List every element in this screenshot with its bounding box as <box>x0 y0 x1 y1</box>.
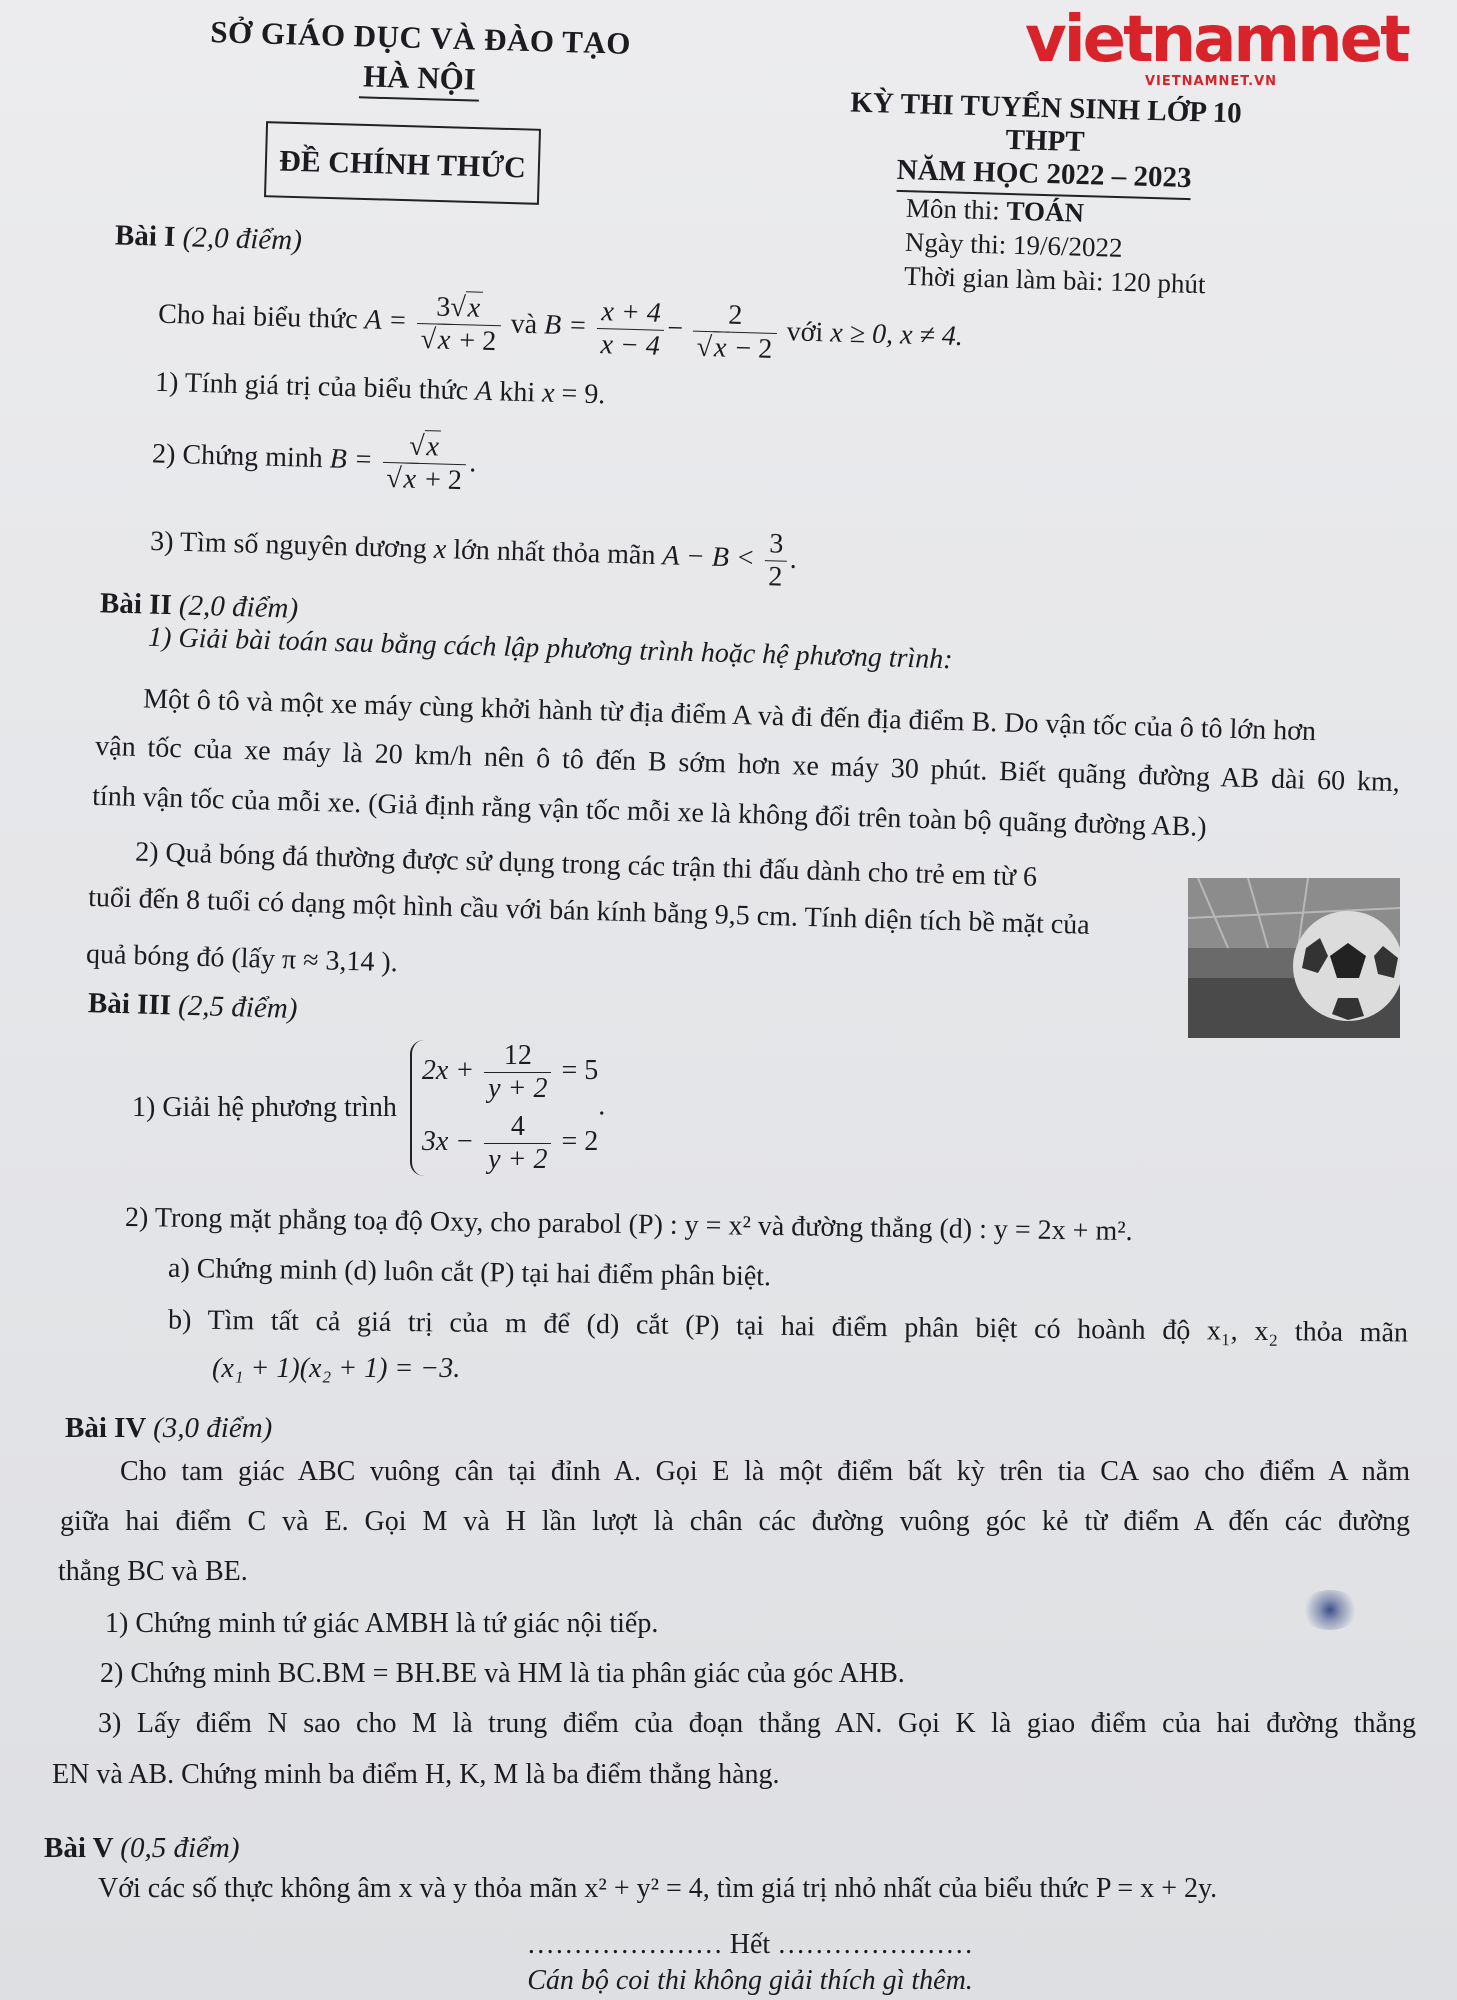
bai2-q2-line3: quả bóng đó (lấy π ≈ 3,14 ). <box>85 938 399 979</box>
bai1-domain: x ≥ 0, x ≠ 4. <box>829 317 964 353</box>
bai3-q2: 2) Trong mặt phẳng toạ độ Oxy, cho parabol (P) : y = x² và đường thẳng (d) : y = 2x + m². <box>124 1201 1133 1248</box>
bai2-q1-line2: vận tốc của xe máy là 20 km/h nên ô tô đến B sớm hơn xe máy 30 phút. Biết quãng đường AB dài 60 km, <box>94 730 1401 799</box>
bai4-line2: giữa hai điểm C và E. Gọi M và H lần lượt là chân các đường vuông góc kẻ từ điểm A đến các đường <box>60 1506 1410 1537</box>
header-right <box>809 85 1282 202</box>
bai2-q1-line1: Một ô tô và một xe máy cùng khởi hành từ địa điểm A và đi đến địa điểm B. Do vận tốc của ô tô lớn hơn <box>142 683 1317 748</box>
expr-b: B = <box>543 309 588 342</box>
frac-b1: $\frac{x + 4}{x - 4}$ <box>596 296 665 363</box>
exam-info <box>904 191 1208 301</box>
bai1-q2: 2) Chứng minh B = $\frac{√x}{√x + 2}$ . <box>151 430 477 497</box>
bai1-with: với <box>786 316 824 349</box>
vietnamnet-logo <box>1025 3 1408 89</box>
bai2-points: (2,0 điểm) <box>178 589 299 625</box>
equation-1: 2x + $\frac{12}{y + 2}$ = 5 <box>421 1040 599 1104</box>
subject: TOÁN <box>1006 195 1085 228</box>
frac-b-result: $\frac{√x}{√x + 2}$ <box>382 430 467 497</box>
subject-label: Môn thi: <box>905 192 1007 226</box>
bai3-q1: 1) Giải hệ phương trình 2x + $\frac{12}{y + 2}$ = 5 3x − $\frac{4}{y + 2}$ = 2 . <box>132 1040 606 1175</box>
bai1-intro-text: Cho hai biểu thức <box>157 298 359 336</box>
bai2-label: Bài II <box>99 587 173 622</box>
bai1-q1-text: 1) Tính giá trị của biểu thức <box>154 366 469 407</box>
equation-system <box>410 1040 598 1176</box>
city-name: HÀ NỘI <box>358 58 480 101</box>
frac-three-halves: $\frac{3}{2}$ <box>764 528 788 594</box>
bai1-q1: 1) Tính giá trị của biểu thức A khi x = 9. <box>154 366 606 411</box>
end-marker: ………………… Hết ………………… <box>526 1929 974 1960</box>
bai5-points: (0,5 điểm) <box>120 1832 240 1864</box>
logo-subtext: VIETNAMNET.VN <box>1145 74 1278 89</box>
bai4-q1: 1) Chứng minh tứ giác AMBH là tứ giác nội tiếp. <box>105 1608 659 1639</box>
bai3-q2b: b) Tìm tất cả giá trị của m để (d) cắt (P) tại hai điểm phân biệt có hoành độ x₁, x₂ thỏa mãn <box>167 1304 1409 1349</box>
bai1-q2-text: 2) Chứng minh <box>151 438 324 475</box>
bai1-q3-tail: lớn nhất thỏa mãn <box>452 534 656 571</box>
school-year: NĂM HỌC 2022 – 2023 <box>896 154 1192 200</box>
bai4-points: (3,0 điểm) <box>153 1412 273 1444</box>
bai4-q3-line2: EN và AB. Chứng minh ba điểm H, K, M là ba điểm thẳng hàng. <box>52 1759 780 1790</box>
bai2-q2-line2: tuổi đến 8 tuổi có dạng một hình cầu với bán kính bằng 9,5 cm. Tính diện tích bề mặt của <box>87 881 1091 941</box>
bai3-label: Bài III <box>87 987 172 1022</box>
logo-text: vietnamnet <box>1025 3 1408 77</box>
bai1-q3-text: 3) Tìm số nguyên dương <box>149 525 428 565</box>
header-left <box>199 14 641 106</box>
bai4-title <box>65 1412 272 1445</box>
bai4-line1: Cho tam giác ABC vuông cân tại đỉnh A. Gọi E là một điểm bất kỳ trên tia CA sao cho điểm A nằm <box>120 1456 1410 1487</box>
bai3-points: (2,5 điểm) <box>177 989 298 1025</box>
equation-2: 3x − $\frac{4}{y + 2}$ = 2 <box>421 1111 599 1175</box>
bai5-label: Bài V <box>44 1832 114 1864</box>
bai1-q3: 3) Tìm số nguyên dương x lớn nhất thỏa mãn A − B < $\frac{3}{2}$ . <box>149 525 798 593</box>
football-image <box>1188 878 1400 1038</box>
bai1-label: Bài I <box>114 219 176 254</box>
official-stamp: ĐỀ CHÍNH THỨC <box>264 121 541 205</box>
bai3-q1-text: 1) Giải hệ phương trình <box>132 1092 397 1123</box>
bai4-line3: thẳng BC và BE. <box>58 1556 248 1587</box>
bai3-q2a: a) Chứng minh (d) luôn cắt (P) tại hai điểm phân biệt. <box>167 1252 772 1293</box>
footer-note: Cán bộ coi thi không giải thích gì thêm. <box>527 1965 973 1996</box>
frac-a: $\frac{3√x}{√x + 2}$ <box>416 291 501 358</box>
exam-duration: Thời gian làm bài: 120 phút <box>903 260 1206 300</box>
bai1-and: và <box>510 308 538 341</box>
bai2-q1-heading: 1) Giải bài toán sau bằng cách lập phương trình hoặc hệ phương trình: <box>147 621 954 676</box>
bai4-q3-line1: 3) Lấy điểm N sao cho M là trung điểm của đoạn thẳng AN. Gọi K là giao điểm của hai đường thẳng <box>98 1708 1416 1739</box>
bai2-title <box>100 587 299 626</box>
bai5-title <box>44 1832 239 1865</box>
bai4-q2: 2) Chứng minh BC.BM = BH.BE và HM là tia phân giác của góc AHB. <box>100 1658 905 1689</box>
bai5-line: Với các số thực không âm x và y thỏa mãn x² + y² = 4, tìm giá trị nhỏ nhất của biểu thức P = x + 2y. <box>98 1873 1218 1904</box>
football-drawing <box>1188 878 1400 1038</box>
bai1-title <box>115 219 303 257</box>
bai1-points: (2,0 điểm) <box>182 221 303 257</box>
bai2-q1-line3: tính vận tốc của mỗi xe. (Giả định rằng vận tốc mỗi xe là không đổi trên toàn bộ quãng đường AB.) <box>91 780 1208 843</box>
frac-b2: $\frac{2}{√x - 2}$ <box>692 299 777 366</box>
bai3-title <box>88 987 298 1026</box>
ink-smudge <box>1300 1590 1360 1630</box>
bai4-label: Bài IV <box>65 1412 146 1444</box>
expr-a: A = <box>364 304 408 337</box>
department-name: SỞ GIÁO DỤC VÀ ĐÀO TẠO <box>209 14 632 61</box>
exam-title: KỲ THI TUYỂN SINH LỚP 10 THPT <box>849 86 1243 159</box>
bai3-q2b-eq: (x₁ + 1)(x₂ + 1) = −3. <box>212 1353 461 1384</box>
exam-date: Ngày thi: 19/6/2022 <box>904 226 1123 263</box>
bai2-q2-line1: 2) Quả bóng đá thường được sử dụng trong các trận thi đấu dành cho trẻ em từ 6 <box>134 836 1038 893</box>
bai1-q1-when: khi <box>498 376 536 409</box>
bai1-intro: Cho hai biểu thức A = $\frac{3√x}{√x + 2}$ và B = $\frac{x + 4}{x - 4}$ − $\frac{2}{√x - 2}$ với x ≥ 0, x ≠ 4. <box>157 291 964 365</box>
